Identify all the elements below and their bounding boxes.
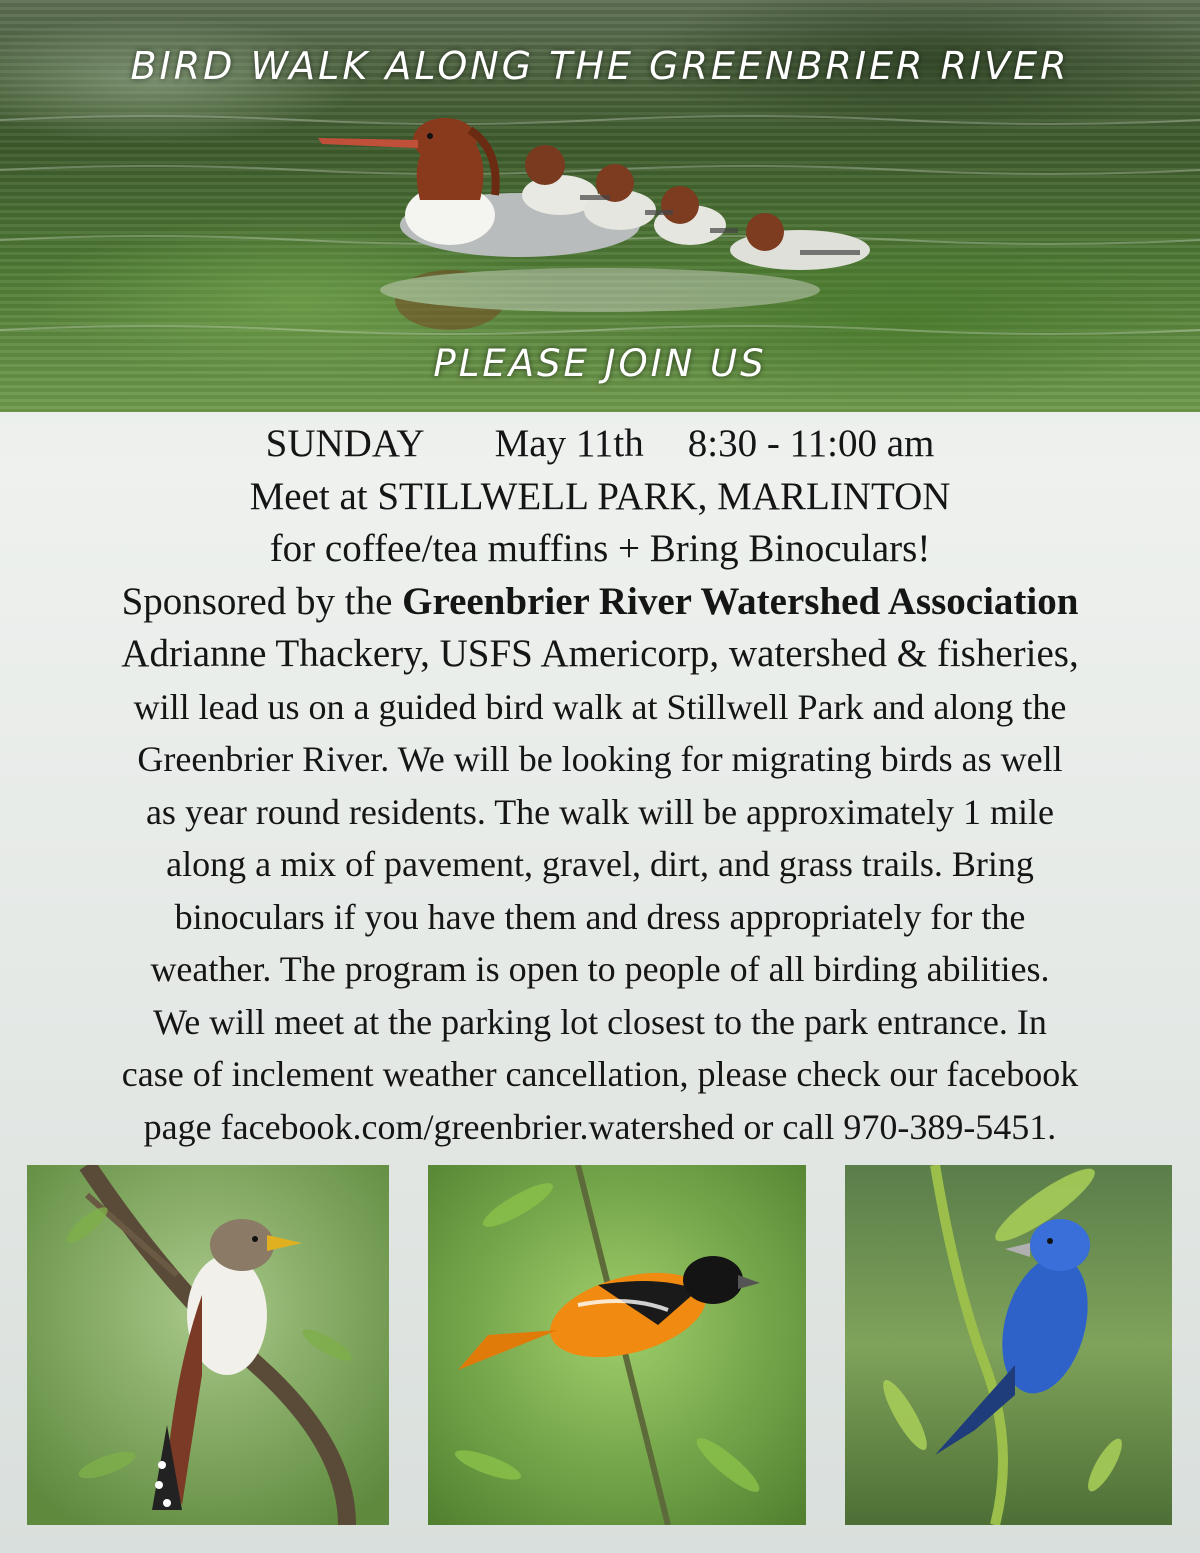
event-date: May 11th <box>494 422 644 465</box>
description-line: Greenbrier River. We will be looking for migrating birds as well <box>137 739 1063 779</box>
description-line: page facebook.com/greenbrier.watershed or call 970-389-5451. <box>143 1106 1057 1147</box>
event-meet-location: Meet at STILLWELL PARK, MARLINTON <box>249 474 951 518</box>
bunting-photo <box>845 1165 1172 1525</box>
cuckoo-photo <box>27 1165 389 1525</box>
sponsor-name: Greenbrier River Watershed Association <box>402 579 1079 623</box>
description-line: Adrianne Thackery, USFS Americorp, watershed & fisheries, <box>121 632 1079 675</box>
event-day: SUNDAY <box>265 422 425 465</box>
event-time: 8:30 - 11:00 am <box>687 422 935 465</box>
description-line: weather. The program is open to people of all birding abilities. <box>150 949 1050 989</box>
event-sponsor-line <box>0 576 1200 629</box>
description-line: will lead us on a guided bird walk at Stillwell Park and along the <box>133 686 1067 727</box>
sponsor-prefix: Sponsored by the <box>121 579 393 623</box>
description-line: along a mix of pavement, gravel, dirt, and grass trails. Bring <box>166 844 1034 884</box>
banner-title: BIRD WALK ALONG THE GREENBRIER RIVER <box>130 44 1070 88</box>
banner-photo <box>0 0 1200 412</box>
description-line: binoculars if you have them and dress appropriately for the <box>174 896 1026 937</box>
description-line: as year round residents. The walk will be approximately 1 mile <box>145 791 1055 832</box>
event-schedule-line <box>0 418 1200 471</box>
description-line: case of inclement weather cancellation, please check our facebook <box>121 1054 1079 1094</box>
description-line: We will meet at the parking lot closest to the park entrance. In <box>153 1001 1047 1042</box>
event-refreshments: for coffee/tea muffins + Bring Binoculars! <box>269 527 931 570</box>
event-details <box>0 418 1200 1153</box>
oriole-photo <box>428 1165 806 1525</box>
banner-join-text: PLEASE JOIN US <box>433 342 767 385</box>
